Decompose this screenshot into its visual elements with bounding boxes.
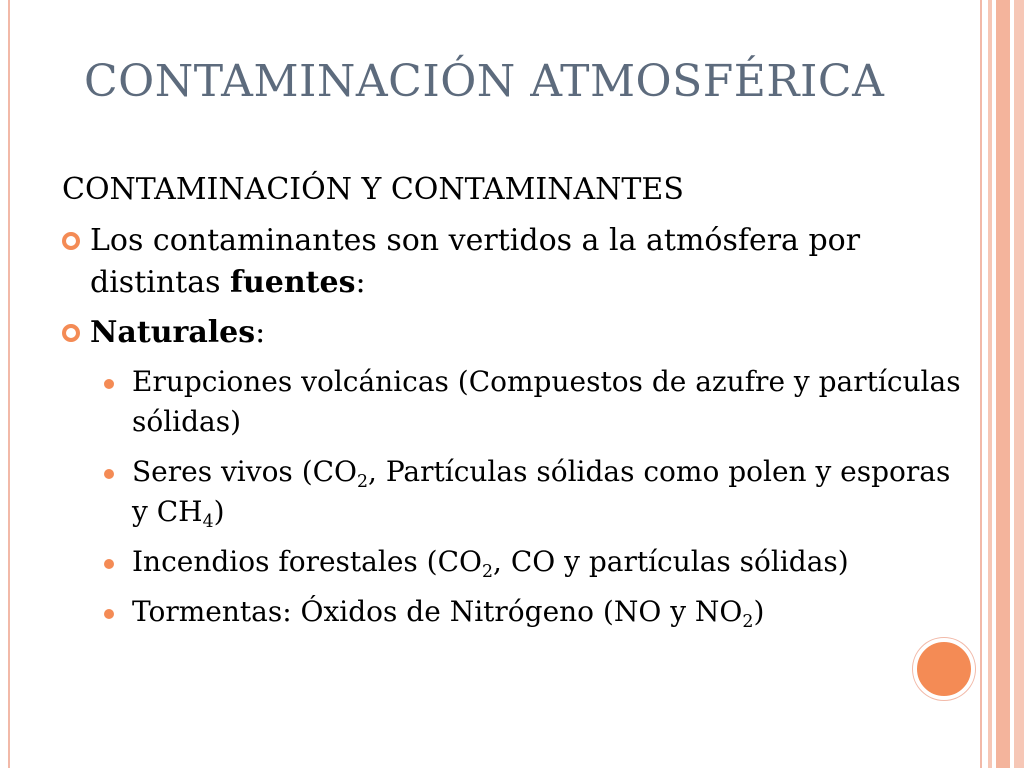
right-border-line: [980, 0, 982, 768]
bullet-naturales-after: :: [255, 315, 266, 350]
right-decorative-stripes: [988, 0, 1024, 768]
sub-item-tormentas: [62, 592, 972, 632]
orange-circle-decoration: [913, 638, 975, 700]
sub-item-erupciones: [62, 362, 972, 442]
orange-dot-bullet-icon: [104, 559, 114, 569]
tormentas-text-b: ): [753, 595, 765, 628]
seres-sub-a: 2: [357, 472, 369, 493]
slide-title: CONTAMINACIÓN ATMOSFÉRICA: [84, 56, 885, 107]
sub-item-incendios: [62, 542, 972, 582]
slide-body: [62, 168, 972, 642]
bullet-sources-text: Los contaminantes son vertidos a la atmósfera por distintas: [90, 223, 861, 300]
sub-item-erupciones-text: Erupciones volcánicas (Compuestos de azufre y partículas sólidas): [132, 365, 961, 438]
bullet-sources-bold: fuentes: [230, 265, 356, 300]
seres-text-b: , Partículas sólidas como polen y esporas y CH: [132, 455, 951, 528]
incendios-text-b: , CO y partículas sólidas): [493, 545, 849, 578]
orange-ring-bullet-icon: [62, 324, 80, 342]
tormentas-text-a: Tormentas: Óxidos de Nitrógeno (NO y NO: [132, 595, 743, 628]
bullet-sources-after: :: [355, 265, 366, 300]
tormentas-sub-a: 2: [742, 612, 754, 633]
incendios-text-a: Incendios forestales (CO: [132, 545, 482, 578]
sub-item-seres-vivos: [62, 452, 972, 532]
seres-sub-b: 4: [202, 512, 214, 533]
orange-dot-bullet-icon: [104, 469, 114, 479]
seres-text-a: Seres vivos (CO: [132, 455, 357, 488]
left-border-line: [8, 0, 10, 768]
bullet-naturales-bold: Naturales: [90, 315, 256, 350]
incendios-sub-a: 2: [481, 562, 494, 583]
bullet-naturales: [62, 312, 972, 354]
bullet-sources: [62, 220, 972, 304]
orange-ring-bullet-icon: [62, 232, 80, 250]
subheading: CONTAMINACIÓN Y CONTAMINANTES: [62, 172, 684, 207]
seres-text-c: ): [213, 495, 225, 528]
orange-dot-bullet-icon: [104, 609, 114, 619]
orange-dot-bullet-icon: [104, 379, 114, 389]
